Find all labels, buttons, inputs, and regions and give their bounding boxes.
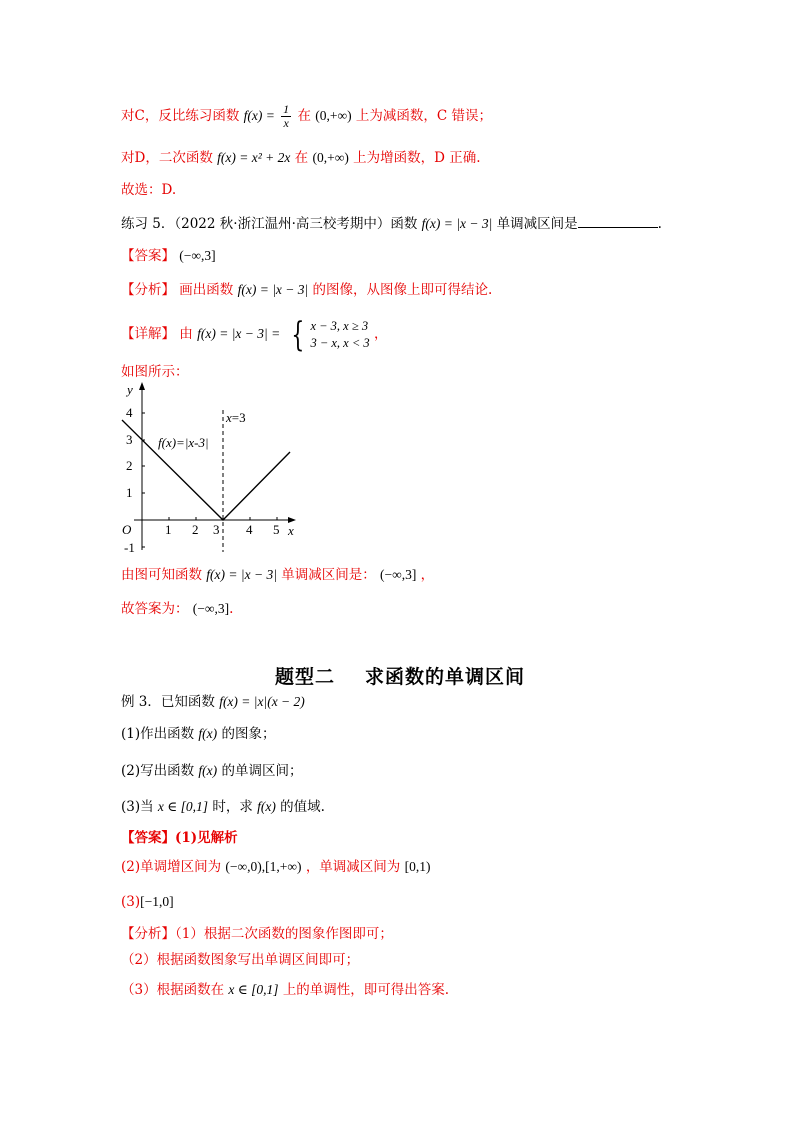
piecewise-cases — [310, 318, 369, 352]
question-2-function: f(x) — [198, 763, 218, 778]
analysis-prefix: 画出函数 — [179, 282, 234, 298]
exercise-5-prefix: 练习 5．（2022 秋·浙江温州·高三校考期中）函数 — [121, 216, 418, 232]
exercise-5-question: 单调减区间是 — [496, 216, 578, 232]
conclusion-suffix: ， — [420, 567, 435, 583]
exercise-5-end: . — [657, 216, 662, 232]
x-tick-label: 1 — [165, 522, 172, 537]
x-tick-label: 4 — [246, 522, 253, 537]
example-answer-3-line — [121, 892, 174, 912]
option-c-fraction — [281, 103, 291, 130]
x-tick-label: 2 — [192, 522, 199, 537]
curve-label: f(x)=|x-3| — [158, 435, 209, 450]
analysis-tag: 【分析】 — [121, 282, 175, 298]
example-analysis-3-condition: x ∈ [0,1] — [228, 982, 279, 997]
option-c-prefix: 对C，反比练习函数 — [121, 108, 240, 124]
answer-blank — [578, 213, 658, 228]
option-c-line — [121, 103, 492, 130]
question-1-function: f(x) — [198, 726, 218, 741]
conclusion-mid: 单调减区间是： — [281, 567, 376, 583]
option-c-suffix: 上为减函数，C 错误； — [355, 108, 493, 124]
detail-suffix: ， — [373, 326, 388, 342]
exercise-5-line — [121, 213, 662, 234]
question-1-prefix: (1)作出函数 — [121, 726, 195, 742]
example-answer-2-increase: (−∞,0),[1,+∞) — [225, 859, 302, 874]
example-analysis-line-3 — [121, 980, 449, 1000]
example-answer-2-decrease: [0,1) — [404, 859, 431, 874]
y-tick-label: 1 — [126, 485, 133, 500]
analysis-function: f(x) = |x − 3| — [237, 282, 309, 297]
option-d-function: f(x) = x² + 2x — [217, 150, 291, 165]
question-3-line — [121, 797, 325, 817]
final-answer-value: (−∞,3] — [192, 601, 230, 616]
option-c-in: 在 — [297, 108, 311, 124]
conclusion-function: f(x) = |x − 3| — [206, 567, 277, 582]
detail-tag: 【详解】 — [121, 326, 175, 342]
example-3-prefix: 例 3．已知函数 — [121, 694, 215, 710]
case-1: x − 3, x ≥ 3 — [310, 318, 369, 333]
conclusion-prefix: 由图可知函数 — [121, 567, 202, 583]
example-answer-2-mid: ，单调减区间为 — [305, 859, 401, 875]
example-analysis-3-suffix: 上的单调性，即可得出答案. — [282, 982, 450, 998]
question-2-prefix: (2)写出函数 — [121, 763, 195, 779]
option-c-interval: (0,+∞) — [315, 108, 352, 123]
question-3-suffix: 的值域. — [280, 799, 325, 815]
answer-tag: 【答案】 — [121, 248, 175, 264]
analysis-line — [121, 280, 492, 300]
question-2-suffix: 的单调区间； — [221, 763, 303, 779]
answer-value: (−∞,3] — [179, 248, 216, 263]
option-d-prefix: 对D，二次函数 — [121, 150, 213, 166]
question-3-condition: x ∈ [0,1] — [157, 799, 209, 814]
y-tick-label: 4 — [126, 405, 133, 420]
conclusion-interval: (−∞,3] — [380, 567, 417, 582]
option-d-suffix: 上为增函数，D 正确. — [353, 150, 481, 166]
conclusion-line — [121, 565, 434, 585]
detail-line — [121, 314, 387, 354]
question-1-suffix: 的图象； — [221, 726, 276, 742]
exercise-5-function: f(x) = |x − 3| — [421, 216, 493, 231]
section-heading — [0, 662, 800, 689]
y-tick-label: 3 — [126, 432, 133, 447]
example-analysis-3-prefix: （3）根据函数在 — [121, 982, 225, 998]
fraction-numerator: 1 — [283, 102, 290, 116]
fraction-denominator: x — [283, 116, 289, 130]
left-brace-icon: { — [290, 314, 304, 355]
x-axis-label: x — [288, 523, 294, 538]
function-graph — [112, 378, 312, 558]
analysis-suffix: 的图像，从图像上即可得结论. — [312, 282, 493, 298]
example-answer-3-value: [−1,0] — [140, 894, 174, 909]
final-answer-prefix: 故答案为： — [121, 601, 189, 617]
question-3-mid: 时，求 — [212, 799, 253, 815]
example-answer-3-prefix: (3) — [121, 894, 141, 910]
answer-line — [121, 246, 216, 266]
heading-type: 题型二 — [274, 666, 335, 688]
x-tick-label: 3 — [213, 522, 220, 537]
y-tick-label: -1 — [124, 540, 135, 555]
y-axis-arrow-icon — [139, 382, 145, 390]
example-answer-2-line — [121, 857, 430, 877]
option-c-function: f(x) = — [243, 108, 275, 123]
y-tick-label: 2 — [126, 458, 133, 473]
option-d-line — [121, 148, 481, 168]
example-analysis-1: （1）根据二次函数的图象作图即可； — [175, 926, 393, 942]
case-2: 3 − x, x < 3 — [310, 335, 370, 350]
example-answer-1: (1)见解析 — [175, 830, 238, 846]
example-analysis-line-1 — [121, 924, 393, 944]
detail-prefix: 由 — [179, 326, 193, 342]
question-2-line — [121, 761, 302, 781]
heading-title: 求函数的单调区间 — [365, 666, 526, 688]
option-d-interval: (0,+∞) — [312, 150, 349, 165]
detail-function: f(x) = |x − 3| = — [197, 326, 281, 341]
origin-label: O — [122, 522, 132, 537]
x-tick-label: 5 — [273, 522, 280, 537]
question-1-line — [121, 724, 275, 744]
vertical-line-label: x=3 — [226, 410, 246, 425]
example-analysis-line-2: （2）根据函数图象写出单调区间即可； — [121, 952, 360, 968]
option-d-in: 在 — [294, 150, 309, 166]
question-3-function: f(x) — [257, 799, 276, 814]
question-3-prefix: (3)当 — [121, 799, 154, 815]
example-answer-2-prefix: (2)单调增区间为 — [121, 859, 222, 875]
example-answer-tag: 【答案】 — [121, 830, 175, 846]
y-axis-label: y — [127, 382, 133, 397]
example-answer-line — [121, 828, 238, 848]
example-3-line — [121, 692, 305, 712]
example-analysis-tag: 【分析】 — [121, 926, 175, 942]
example-3-function: f(x) = |x|(x − 2) — [219, 694, 305, 709]
final-answer-suffix: . — [229, 601, 234, 617]
choose-line: 故选：D. — [121, 182, 177, 198]
final-answer-line — [121, 599, 233, 619]
as-shown-line: 如图所示： — [121, 364, 189, 380]
